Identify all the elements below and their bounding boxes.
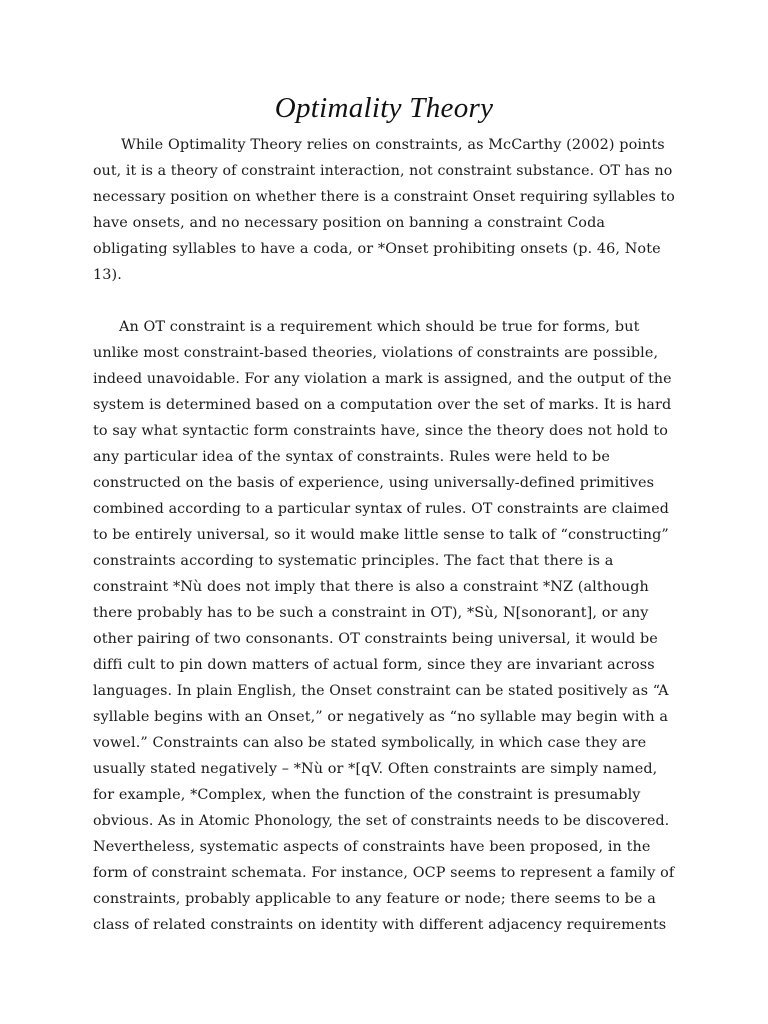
page-title: Optimality Theory [274,92,494,124]
text-line: any particular idea of the syntax of constraints. Rules were held to be [93,449,610,465]
text-line: usually stated negatively – *Nù or *[qV. Often constraints are simply named, [93,761,658,777]
text-line: system is determined based on a computation over the set of marks. It is hard [93,397,672,413]
text-line: syllable begins with an Onset,” or negatively as “no syllable may begin with a [93,709,669,725]
text-line: there probably has to be such a constraint in OT), *Sù, N[sonorant], or any [93,605,649,621]
text-line: form of constraint schemata. For instance, OCP seems to represent a family of [93,865,675,881]
text-line: constructed on the basis of experience, using universally-defined primitives [93,475,655,491]
text-line: to say what syntactic form constraints have, since the theory does not hold to [93,423,668,439]
text-line: for example, *Complex, when the function of the constraint is presumably [93,787,641,803]
text-line: obligating syllables to have a coda, or *Onset prohibiting onsets (p. 46, Note [93,241,661,257]
text-line: have onsets, and no necessary position on banning a constraint Coda [93,215,606,231]
text-line: unlike most constraint-based theories, violations of constraints are possible, [93,345,659,361]
text-line: While Optimality Theory relies on constraints, as McCarthy (2002) points [121,137,665,153]
text-line: class of related constraints on identity with different adjacency requirements [93,917,667,933]
text-line: obvious. As in Atomic Phonology, the set of constraints needs to be discovered. [93,813,670,829]
text-line: indeed unavoidable. For any violation a mark is assigned, and the output of the [93,371,672,387]
text-line: to be entirely universal, so it would make little sense to talk of “constructing” [93,527,669,543]
text-line: vowel.” Constraints can also be stated symbolically, in which case they are [93,735,647,751]
text-line: constraints, probably applicable to any feature or node; there seems to be a [93,891,656,907]
text-line: languages. In plain English, the Onset constraint can be stated positively as “A [93,683,669,699]
text-line: diffi cult to pin down matters of actual form, since they are invariant across [93,657,655,673]
text-line: necessary position on whether there is a constraint Onset requiring syllables to [93,189,675,205]
text-line: out, it is a theory of constraint interaction, not constraint substance. OT has no [93,163,673,179]
text-line: 13). [93,267,122,283]
text-line: other pairing of two consonants. OT constraints being universal, it would be [93,631,658,647]
text-line: combined according to a particular syntax of rules. OT constraints are claimed [93,501,669,517]
text-line: constraint *Nù does not imply that there is also a constraint *NZ (although [93,579,649,595]
text-line: Nevertheless, systematic aspects of constraints have been proposed, in the [93,839,651,855]
text-line: constraints according to systematic principles. The fact that there is a [93,553,614,569]
text-line: An OT constraint is a requirement which should be true for forms, but [119,319,640,335]
